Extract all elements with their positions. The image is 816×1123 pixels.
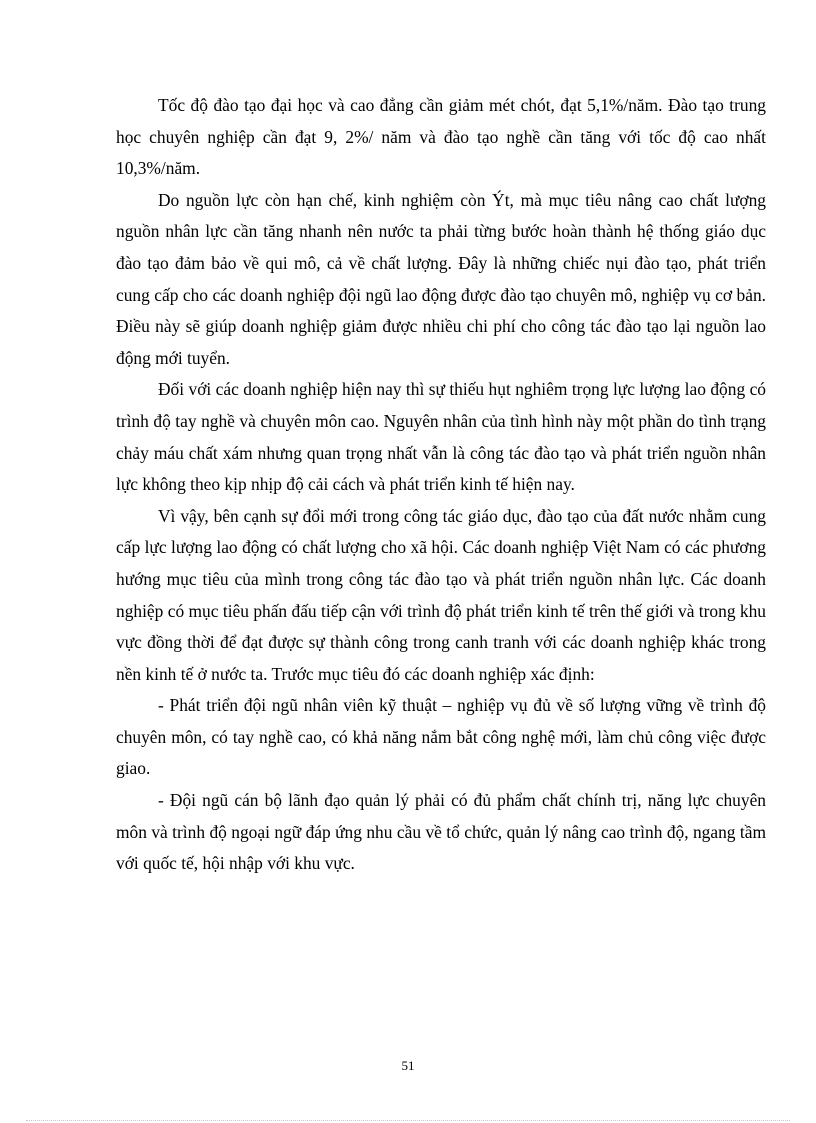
page-number: 51 [401, 1058, 415, 1073]
bullet-paragraph-2: - Đội ngũ cán bộ lãnh đạo quản lý phải có đủ phẩm chất chính trị, năng lực chuyên môn và trình độ ngoại ngữ đáp ứng nhu cầu về tổ chức, quản lý nâng cao trình độ, ngang tầm với quốc tế, hội nhập với khu vực. [116, 790, 766, 874]
paragraph-3: Đối với các doanh nghiệp hiện nay thì sự thiếu hụt nghiêm trọng lực lượng lao động có trình độ tay nghề và chuyên môn cao. Nguyên nhân của tình hình này một phần do tình trạng chảy máu chất xám nhưng quan trọng nhất vẫn là công tác đào tạo và phát triển nguồn nhân lực không theo kịp nhịp độ cải cách và phát triển kinh tế hiện nay. [116, 379, 766, 495]
paragraph-4: Vì vậy, bên cạnh sự đổi mới trong công tác giáo dục, đào tạo của đất nước nhằm cung cấp lực lượng lao động có chất lượng cho xã hội. Các doanh nghiệp Việt Nam có các phương hướng mục tiêu của mình trong công tác đào tạo và phát triển nguồn nhân lực. Các doanh nghiệp có mục tiêu phấn đấu tiếp cận với trình độ phát triển kinh tế trên thế giới và trong khu vực đồng thời để đạt được sự thành công trong canh tranh với các doanh nghiệp khác trong nền kinh tế ở nước ta. Trước mục tiêu đó các doanh nghiệp xác định: [116, 505, 766, 684]
document-body [116, 90, 766, 880]
bullet-paragraph-1: - Phát triển đội ngũ nhân viên kỹ thuật – nghiệp vụ đủ về số lượng vững về trình độ chuyên môn, có tay nghề cao, có khả năng nắm bắt công nghệ mới, làm chủ công việc được giao. [116, 695, 766, 779]
paragraph-1: Tốc độ đào tạo đại học và cao đẳng cần giảm mét chót, đạt 5,1%/năm. Đào tạo trung học chuyên nghiệp cần đạt 9, 2%/ năm và đào tạo nghề cần tăng với tốc độ cao nhất 10,3%/năm. [116, 95, 766, 179]
paragraph-2: Do nguồn lực còn hạn chế, kinh nghiệm còn Ýt, mà mục tiêu nâng cao chất lượng nguồn nhân lực cần tăng nhanh nên nước ta phải từng bước hoàn thành hệ thống giáo dục đào tạo đảm bảo về qui mô, cả về chất lượng. Đây là những chiếc nụi đào tạo, phát triển cung cấp cho các doanh nghiệp đội ngũ lao động được đào tạo chuyên mô, nghiệp vụ cơ bản. Điều này sẽ giúp doanh nghiệp giảm được nhiều chi phí cho công tác đào tạo lại nguồn lao động mới tuyển. [116, 189, 766, 368]
page-bottom-rule [26, 1120, 790, 1121]
